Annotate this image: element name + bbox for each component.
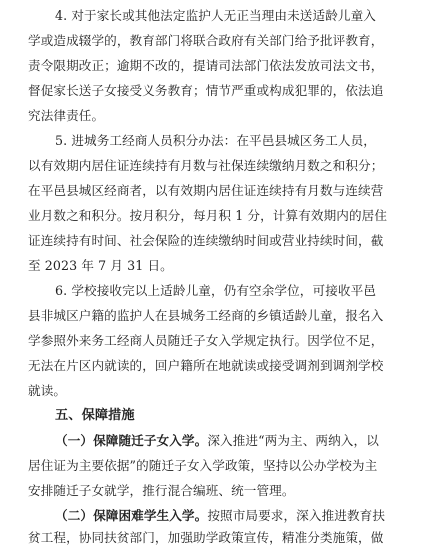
text-line: 贫工程，协同扶贫部门，加强助学政策宣传，精准分类施策，做 (28, 530, 384, 545)
text-line: 县非城区户籍的监护人在县城务工经商的乡镇适龄儿童，报名入 (28, 308, 384, 323)
text-line: 在平邑县城区经商者，以有效期内居住证连续持有月数与连续营 (28, 183, 384, 198)
text-line: 5. 进城务工经商人员积分办法：在平邑县城区务工人员， (55, 133, 376, 148)
text-line: 究法律责任。 (28, 108, 105, 123)
text-line: 业月数之和积分。按月积分，每月积 1 分，计算有效期内的居住 (28, 208, 388, 223)
text-line: 4. 对于家长或其他法定监护人无正当理由未送适龄儿童入 (55, 8, 376, 23)
text-line: 证连续持有时间、社会保险的连续缴纳时间或营业持续时间，截 (28, 233, 384, 248)
section-heading: 五、保障措施 (55, 408, 135, 423)
text-line: 6. 学校接收完以上适龄儿童，仍有空余学位，可接收平邑 (55, 283, 376, 298)
subsection-text: 深入推进“两为主、两纳入，以 (207, 433, 379, 448)
text-line: 至 2023 年 7 月 31 日。 (28, 258, 173, 273)
subsection-title: （一）保障随迁子女入学。 (55, 433, 208, 448)
subsection-title: （二）保障困难学生入学。 (55, 508, 208, 523)
subsection-line (55, 508, 385, 524)
text-line: 学参照外来务工经商人员随迁子女入学规定执行。因学位不足， (28, 333, 384, 348)
text-line: 以有效期内居住证连续持有月数与社保连续缴纳月数之和积分； (28, 158, 384, 173)
text-line: 无法在片区内就读的，回户籍所在地就读或接受调剂到调剂学校 (28, 358, 384, 373)
text-line: 居住证为主要依据”的随迁子女入学政策，坚持以公办学校为主 (28, 458, 378, 473)
text-line: 学或造成辍学的，教育部门将联合政府有关部门给予批评教育， (28, 33, 384, 48)
subsection-text: 按照市局要求，深入推进教育扶 (207, 508, 386, 523)
text-line: 安排随迁子女就学，推行混合编班、统一管理。 (28, 483, 295, 498)
text-line: 就读。 (28, 383, 67, 398)
text-line: 责令限期改正；逾期不改的，提请司法部门依法发放司法文书， (28, 58, 384, 73)
subsection-line (55, 433, 379, 449)
text-line: 督促家长送子女接受义务教育；情节严重或构成犯罪的，依法追 (28, 83, 384, 98)
